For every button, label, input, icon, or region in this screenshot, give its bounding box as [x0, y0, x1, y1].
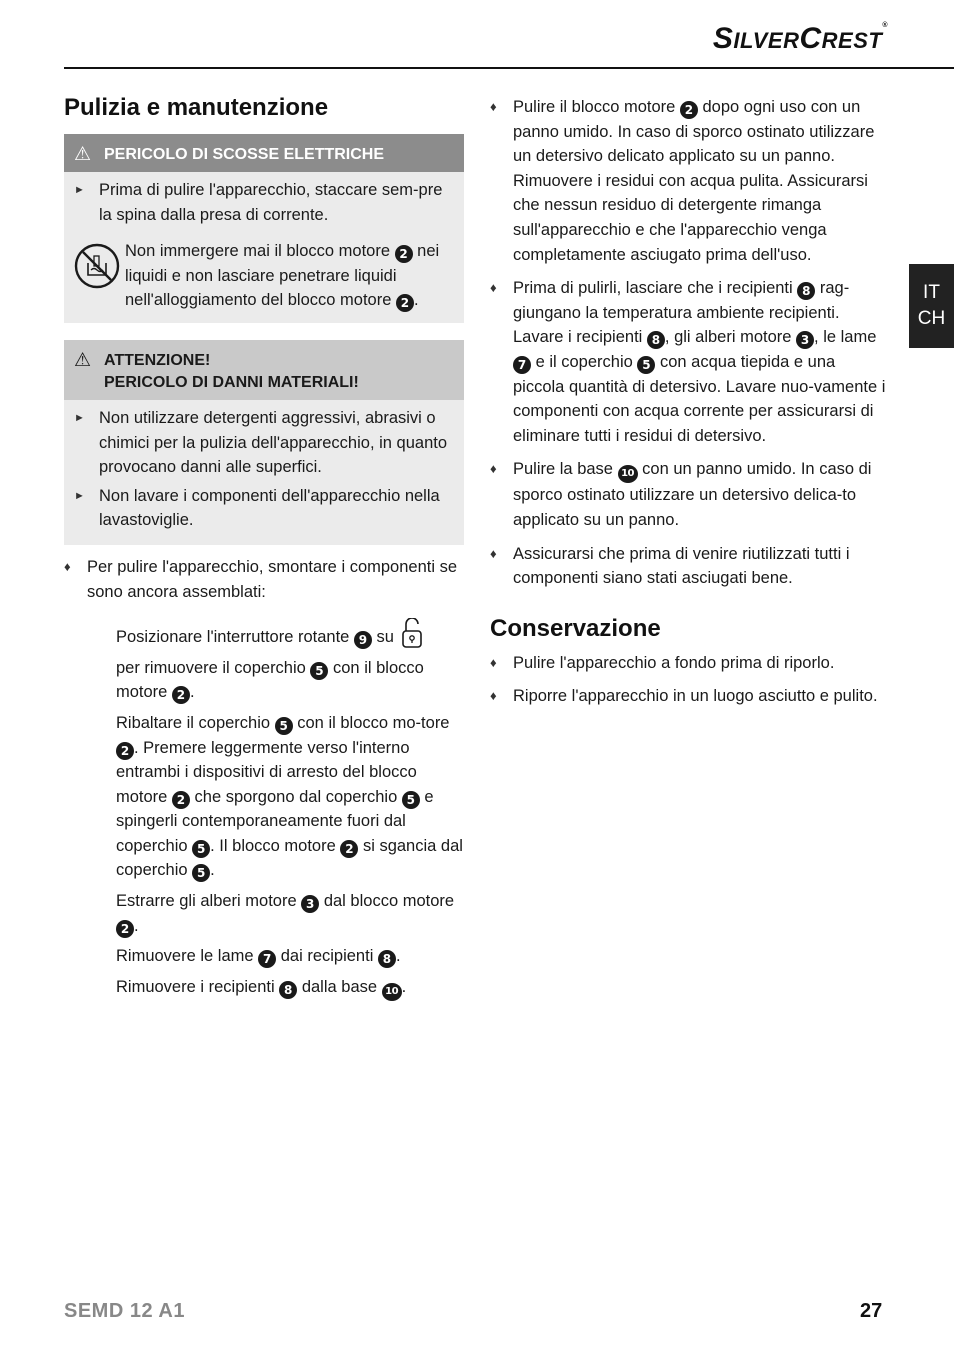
warning-electric-shock: ⚠ PERICOLO DI SCOSSE ELETTRICHE ► Prima di pulire l'apparecchio, staccare sem-pre la spina dalla presa di corrente. Non immergere mai il blocco motore 2 nei liquidi e non lasciare penetrare liquidi nell'alloggiamento del blocco motore 2 .: [64, 134, 464, 323]
disassembly-steps: [64, 618, 464, 1001]
left-column: [64, 92, 464, 1007]
section-title-cleaning: Pulizia e manutenzione: [64, 94, 329, 121]
step-5: Rimuovere i recipienti 8 dalla base 10 .: [116, 975, 464, 1001]
language-tab: IT CH: [909, 264, 954, 348]
step-4: Rimuovere le lame 7 dai recipienti 8 .: [116, 947, 401, 967]
section-title-storage: Conservazione: [490, 614, 661, 642]
arrow-bullet-icon: ►: [74, 411, 85, 424]
step-1: Posizionare l'interruttore rotante 9 su per rimuovere il coperchio 5 con il blocco motore 2 .: [116, 618, 464, 705]
diamond-bullet-icon: ♦: [490, 461, 497, 477]
list-item: ♦ Pulire l'apparecchio a fondo prima di riporlo.: [490, 651, 890, 676]
step-3: Estrarre gli alberi motore 3 dal blocco motore 2 .: [116, 892, 455, 936]
footer-model: SEMD 12 A1: [64, 1300, 185, 1322]
unlock-icon: [401, 618, 423, 656]
arrow-bullet-icon: ►: [74, 184, 85, 196]
list-item: ♦ Riporre l'apparecchio in un luogo asciutto e pulito.: [490, 684, 890, 709]
list-item: ♦ Prima di pulirli, lasciare che i recipienti 8 rag-giungano la temperatura ambiente recipienti. Lavare i recipienti 8 , gli alberi motore 3 , le lame 7 e il coperchio 5 con acqua tiepida e una piccola quantità di detersivo. Lavare nuo-vamente i componenti con acqua corrente per assicurarsi di eliminare tutti i residui di detersivo.: [490, 276, 890, 448]
diamond-bullet-icon: ♦: [490, 99, 497, 114]
warning-triangle-icon: ⚠: [74, 349, 92, 371]
page-number: 27: [860, 1300, 883, 1322]
list-item: ♦ Pulire il blocco motore 2 dopo ogni uso con un panno umido. In caso di sporco ostinato utilizzare un detersivo delicato applicato su un panno. Rimuovere i residui con acqua pulita. Assicurarsi che nessun residuo di detergente rimanga sull'apparecchio e che l'apparecchio venga completamente asciugato prima dell'uso.: [490, 95, 890, 267]
diamond-bullet-icon: ♦: [64, 558, 71, 574]
arrow-bullet-icon: ►: [74, 489, 85, 502]
list-item: ► Non lavare i componenti dell'apparecchio nella lavastoviglie.: [74, 484, 454, 533]
list-item: ♦ Pulire la base 10 con un panno umido. In caso di sporco ostinato utilizzare un detersivo delica-to applicato su un panno.: [490, 457, 890, 532]
no-immersion-notice: Non immergere mai il blocco motore 2 nei liquidi e non lasciare penetrare liquidi nell'alloggiamento del blocco motore 2 .: [74, 239, 454, 313]
diamond-bullet-icon: ♦: [490, 280, 497, 296]
ref-number: 2: [395, 245, 413, 263]
diamond-bullet-icon: ♦: [490, 654, 497, 670]
diamond-bullet-icon: ♦: [490, 688, 497, 704]
diamond-bullet-icon: ♦: [490, 545, 497, 561]
step-2: Ribaltare il coperchio 5 con il blocco mo-tore 2 . Premere leggermente verso l'interno entrambi i dispositivi di arresto del blocco motore 2 che sporgono dal coperchio 5 e spingerli contemporaneamente fuori dal coperchio 5 . Il blocco motore 2 si sgancia dal coperchio 5 .: [116, 713, 463, 881]
right-column: [490, 95, 890, 718]
no-immersion-icon: [74, 239, 125, 313]
warning-triangle-icon: ⚠: [74, 144, 92, 165]
list-item: ♦ Per pulire l'apparecchio, smontare i componenti se sono ancora assemblati:: [64, 555, 464, 604]
brand-logo: SILVERCREST®: [712, 22, 888, 55]
warning-material-damage: ⚠ ATTENZIONE! PERICOLO DI DANNI MATERIALI! ► Non utilizzare detergenti aggressivi, abrasivi o chimici per la pulizia dell'apparecchio, in quanto provocano danni alle superfici. ► Non lavare i componenti dell'apparecchio nella lavastoviglie.: [64, 340, 464, 545]
list-item: ► Non utilizzare detergenti aggressivi, abrasivi o chimici per la pulizia dell'apparecchio, in quanto provocano danni alle superfici.: [74, 406, 454, 480]
header-rule: [64, 67, 954, 69]
ref-number: 2: [396, 294, 414, 312]
list-item: ♦ Assicurarsi che prima di venire riutilizzati tutti i componenti siano stati asciugati bene.: [490, 542, 890, 591]
list-item: ► Prima di pulire l'apparecchio, staccare sem-pre la spina dalla presa di corrente.: [74, 178, 454, 227]
